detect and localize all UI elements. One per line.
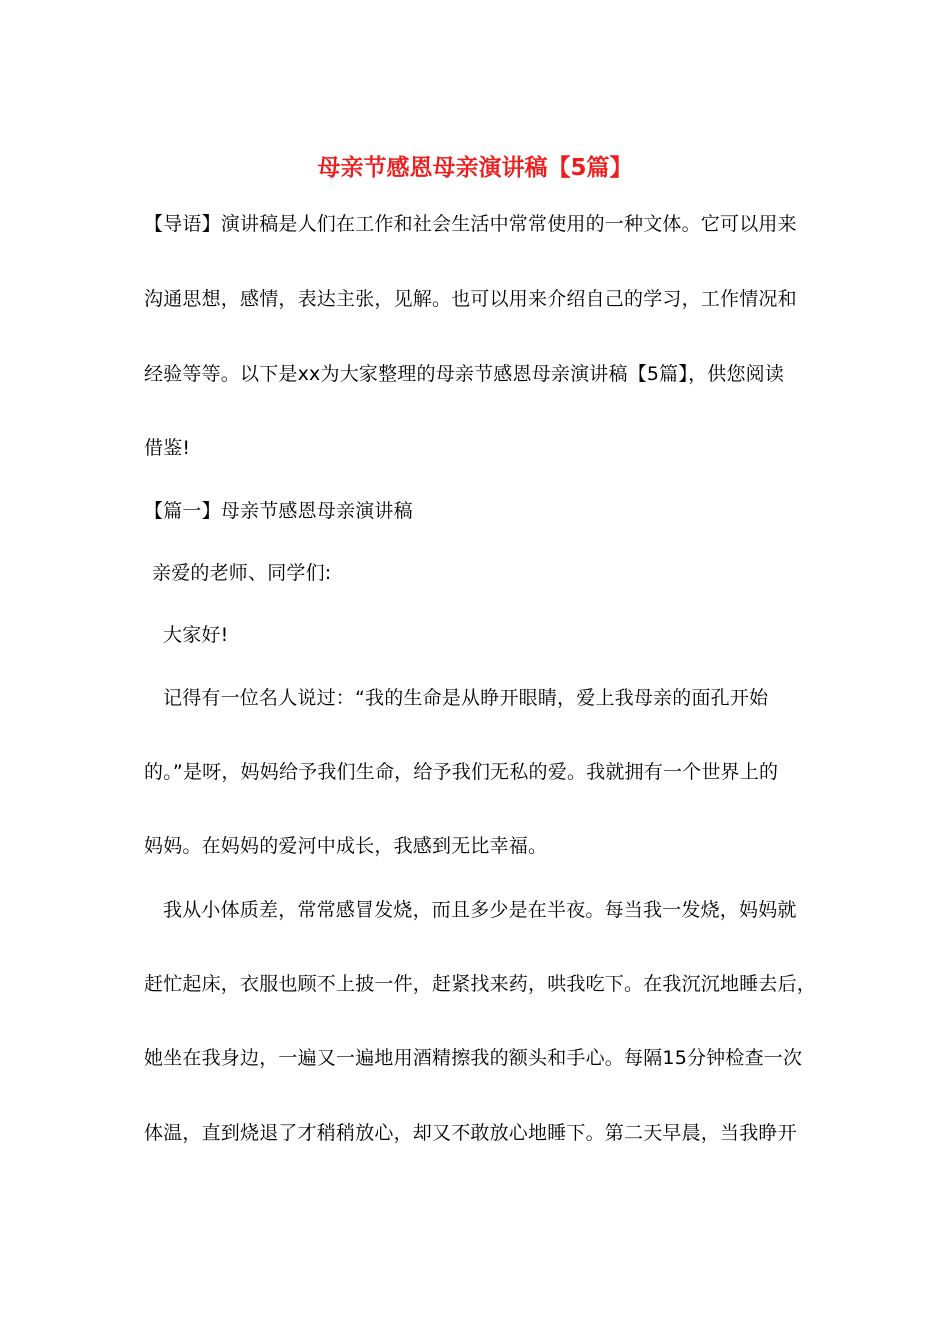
paragraph-line: 借鉴! xyxy=(144,437,191,459)
paragraph-line: 妈妈。在妈妈的爱河中成长，我感到无比幸福。 xyxy=(144,835,548,857)
paragraph-line: 的。”是呀，妈妈给予我们生命，给予我们无私的爱。我就拥有一个世界上的 xyxy=(144,761,779,783)
greeting: 大家好! xyxy=(163,624,229,646)
section-heading: 【篇一】母亲节感恩母亲演讲稿 xyxy=(144,500,413,522)
paragraph-line: 赶忙起床，衣服也顾不上披一件，赶紧找来药，哄我吃下。在我沉沉地睡去后， xyxy=(144,973,817,995)
paragraph-line: 她坐在我身边，一遍又一遍地用酒精擦我的额头和手心。每隔15分钟检查一次 xyxy=(144,1047,803,1069)
paragraph-line: 我从小体质差，常常感冒发烧，而且多少是在半夜。每当我一发烧，妈妈就 xyxy=(163,899,797,921)
paragraph-line: 沟通思想，感情，表达主张，见解。也可以用来介绍自己的学习，工作情况和 xyxy=(144,288,797,310)
paragraph-line: 记得有一位名人说过：“我的生命是从睁开眼睛，爱上我母亲的面孔开始 xyxy=(163,687,769,709)
paragraph-line: 经验等等。以下是xx为大家整理的母亲节感恩母亲演讲稿【5篇】，供您阅读 xyxy=(144,363,785,385)
paragraph-line: 【导语】演讲稿是人们在工作和社会生活中常常使用的一种文体。它可以用来 xyxy=(144,213,797,235)
salutation: 亲爱的老师、同学们: xyxy=(152,562,332,584)
document-title: 母亲节感恩母亲演讲稿【5篇】 xyxy=(317,155,633,181)
paragraph-line: 体温，直到烧退了才稍稍放心，却又不敢放心地睡下。第二天早晨，当我睁开 xyxy=(144,1122,797,1144)
